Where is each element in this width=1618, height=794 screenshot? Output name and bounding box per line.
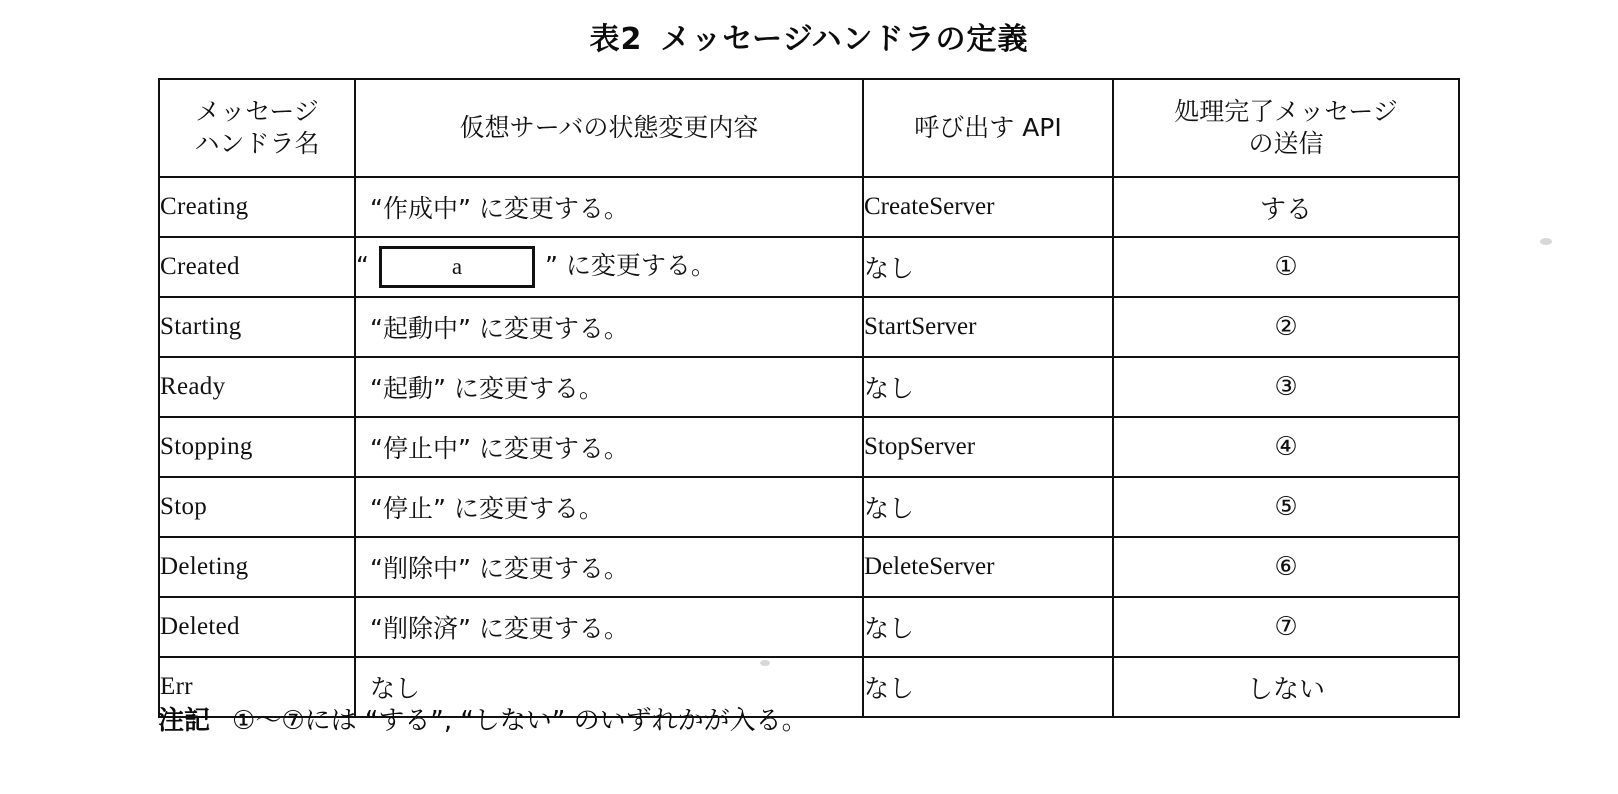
cell-send: しない: [1113, 657, 1459, 717]
scan-speck: [760, 660, 770, 666]
cell-handler-name: Deleted: [159, 597, 355, 657]
column-header-state-change-line1: 仮想サーバの状態変更内容: [459, 113, 759, 142]
table-caption-title: メッセージハンドラの定義: [660, 22, 1029, 57]
column-header-completion-message: [1113, 79, 1459, 177]
table-note-text: ①〜⑦には “する”, “しない” のいずれかが入る。: [232, 706, 808, 736]
cell-state-change: [355, 537, 863, 597]
table-row: [159, 297, 1459, 357]
column-header-handler-name-line1: メッセージ: [195, 97, 319, 126]
cell-handler-name: Starting: [159, 297, 355, 357]
message-handler-table: [158, 78, 1460, 718]
cell-state-change-prefix: “: [356, 251, 369, 280]
cell-send: ①: [1113, 237, 1459, 297]
cell-state-change-text: “停止” に変更する。: [370, 494, 604, 523]
cell-state-change-text: “削除済” に変更する。: [370, 614, 629, 643]
cell-state-change: [355, 477, 863, 537]
table-row: [159, 237, 1459, 297]
cell-handler-name: Deleting: [159, 537, 355, 597]
cell-send: ⑦: [1113, 597, 1459, 657]
cell-send: ⑥: [1113, 537, 1459, 597]
cell-send: ③: [1113, 357, 1459, 417]
scan-speck: [1540, 238, 1552, 245]
column-header-api: [863, 79, 1113, 177]
cell-api: StartServer: [863, 297, 1113, 357]
table-caption-label: 表2: [589, 22, 643, 57]
cell-handler-name: Stop: [159, 477, 355, 537]
cell-state-change-text: “起動” に変更する。: [370, 374, 604, 403]
cell-send: ⑤: [1113, 477, 1459, 537]
table-row: [159, 177, 1459, 237]
cell-state-change: [355, 597, 863, 657]
column-header-handler-name-line2: ハンドラ名: [194, 129, 320, 158]
cell-send: する: [1113, 177, 1459, 237]
table-note: [158, 700, 808, 737]
cell-state-change-text: “削除中” に変更する。: [370, 554, 629, 583]
message-handler-table-wrapper: [158, 78, 1458, 718]
cell-state-change-text: “起動中” に変更する。: [370, 314, 629, 343]
cell-send: ④: [1113, 417, 1459, 477]
table-header-row: [159, 79, 1459, 177]
cell-state-change: [355, 297, 863, 357]
cell-api: なし: [863, 477, 1113, 537]
cell-api: なし: [863, 597, 1113, 657]
column-header-completion-message-line2: の送信: [1248, 129, 1324, 158]
cell-api: StopServer: [863, 417, 1113, 477]
cell-api: なし: [863, 357, 1113, 417]
cell-state-change-text: なし: [370, 674, 421, 703]
blank-answer-box-a: a: [379, 246, 535, 288]
cell-api: なし: [863, 237, 1113, 297]
cell-state-change: [355, 237, 863, 297]
cell-api: DeleteServer: [863, 537, 1113, 597]
table-caption: [0, 14, 1618, 58]
table-body: [159, 177, 1459, 717]
table-header: [159, 79, 1459, 177]
table-row: [159, 597, 1459, 657]
cell-state-change: [355, 177, 863, 237]
cell-state-change: [355, 357, 863, 417]
table-note-label: 注記: [158, 706, 211, 736]
cell-send: ②: [1113, 297, 1459, 357]
cell-handler-name: Creating: [159, 177, 355, 237]
column-header-api-line1: 呼び出す API: [914, 113, 1062, 142]
cell-state-change-text: “作成中” に変更する。: [370, 194, 629, 223]
table-row: [159, 357, 1459, 417]
cell-state-change-suffix: ” に変更する。: [544, 251, 716, 280]
column-header-completion-message-line1: 処理完了メッセージ: [1174, 97, 1398, 126]
column-header-state-change: [355, 79, 863, 177]
cell-handler-name: Ready: [159, 357, 355, 417]
cell-state-change-text: “停止中” に変更する。: [370, 434, 629, 463]
table-row: [159, 417, 1459, 477]
cell-state-change: [355, 417, 863, 477]
cell-api: なし: [863, 657, 1113, 717]
cell-handler-name: Stopping: [159, 417, 355, 477]
cell-api: CreateServer: [863, 177, 1113, 237]
cell-handler-name: Err: [159, 657, 355, 717]
table-row: [159, 477, 1459, 537]
cell-handler-name: Created: [159, 237, 355, 297]
column-header-handler-name: [159, 79, 355, 177]
table-row: [159, 537, 1459, 597]
